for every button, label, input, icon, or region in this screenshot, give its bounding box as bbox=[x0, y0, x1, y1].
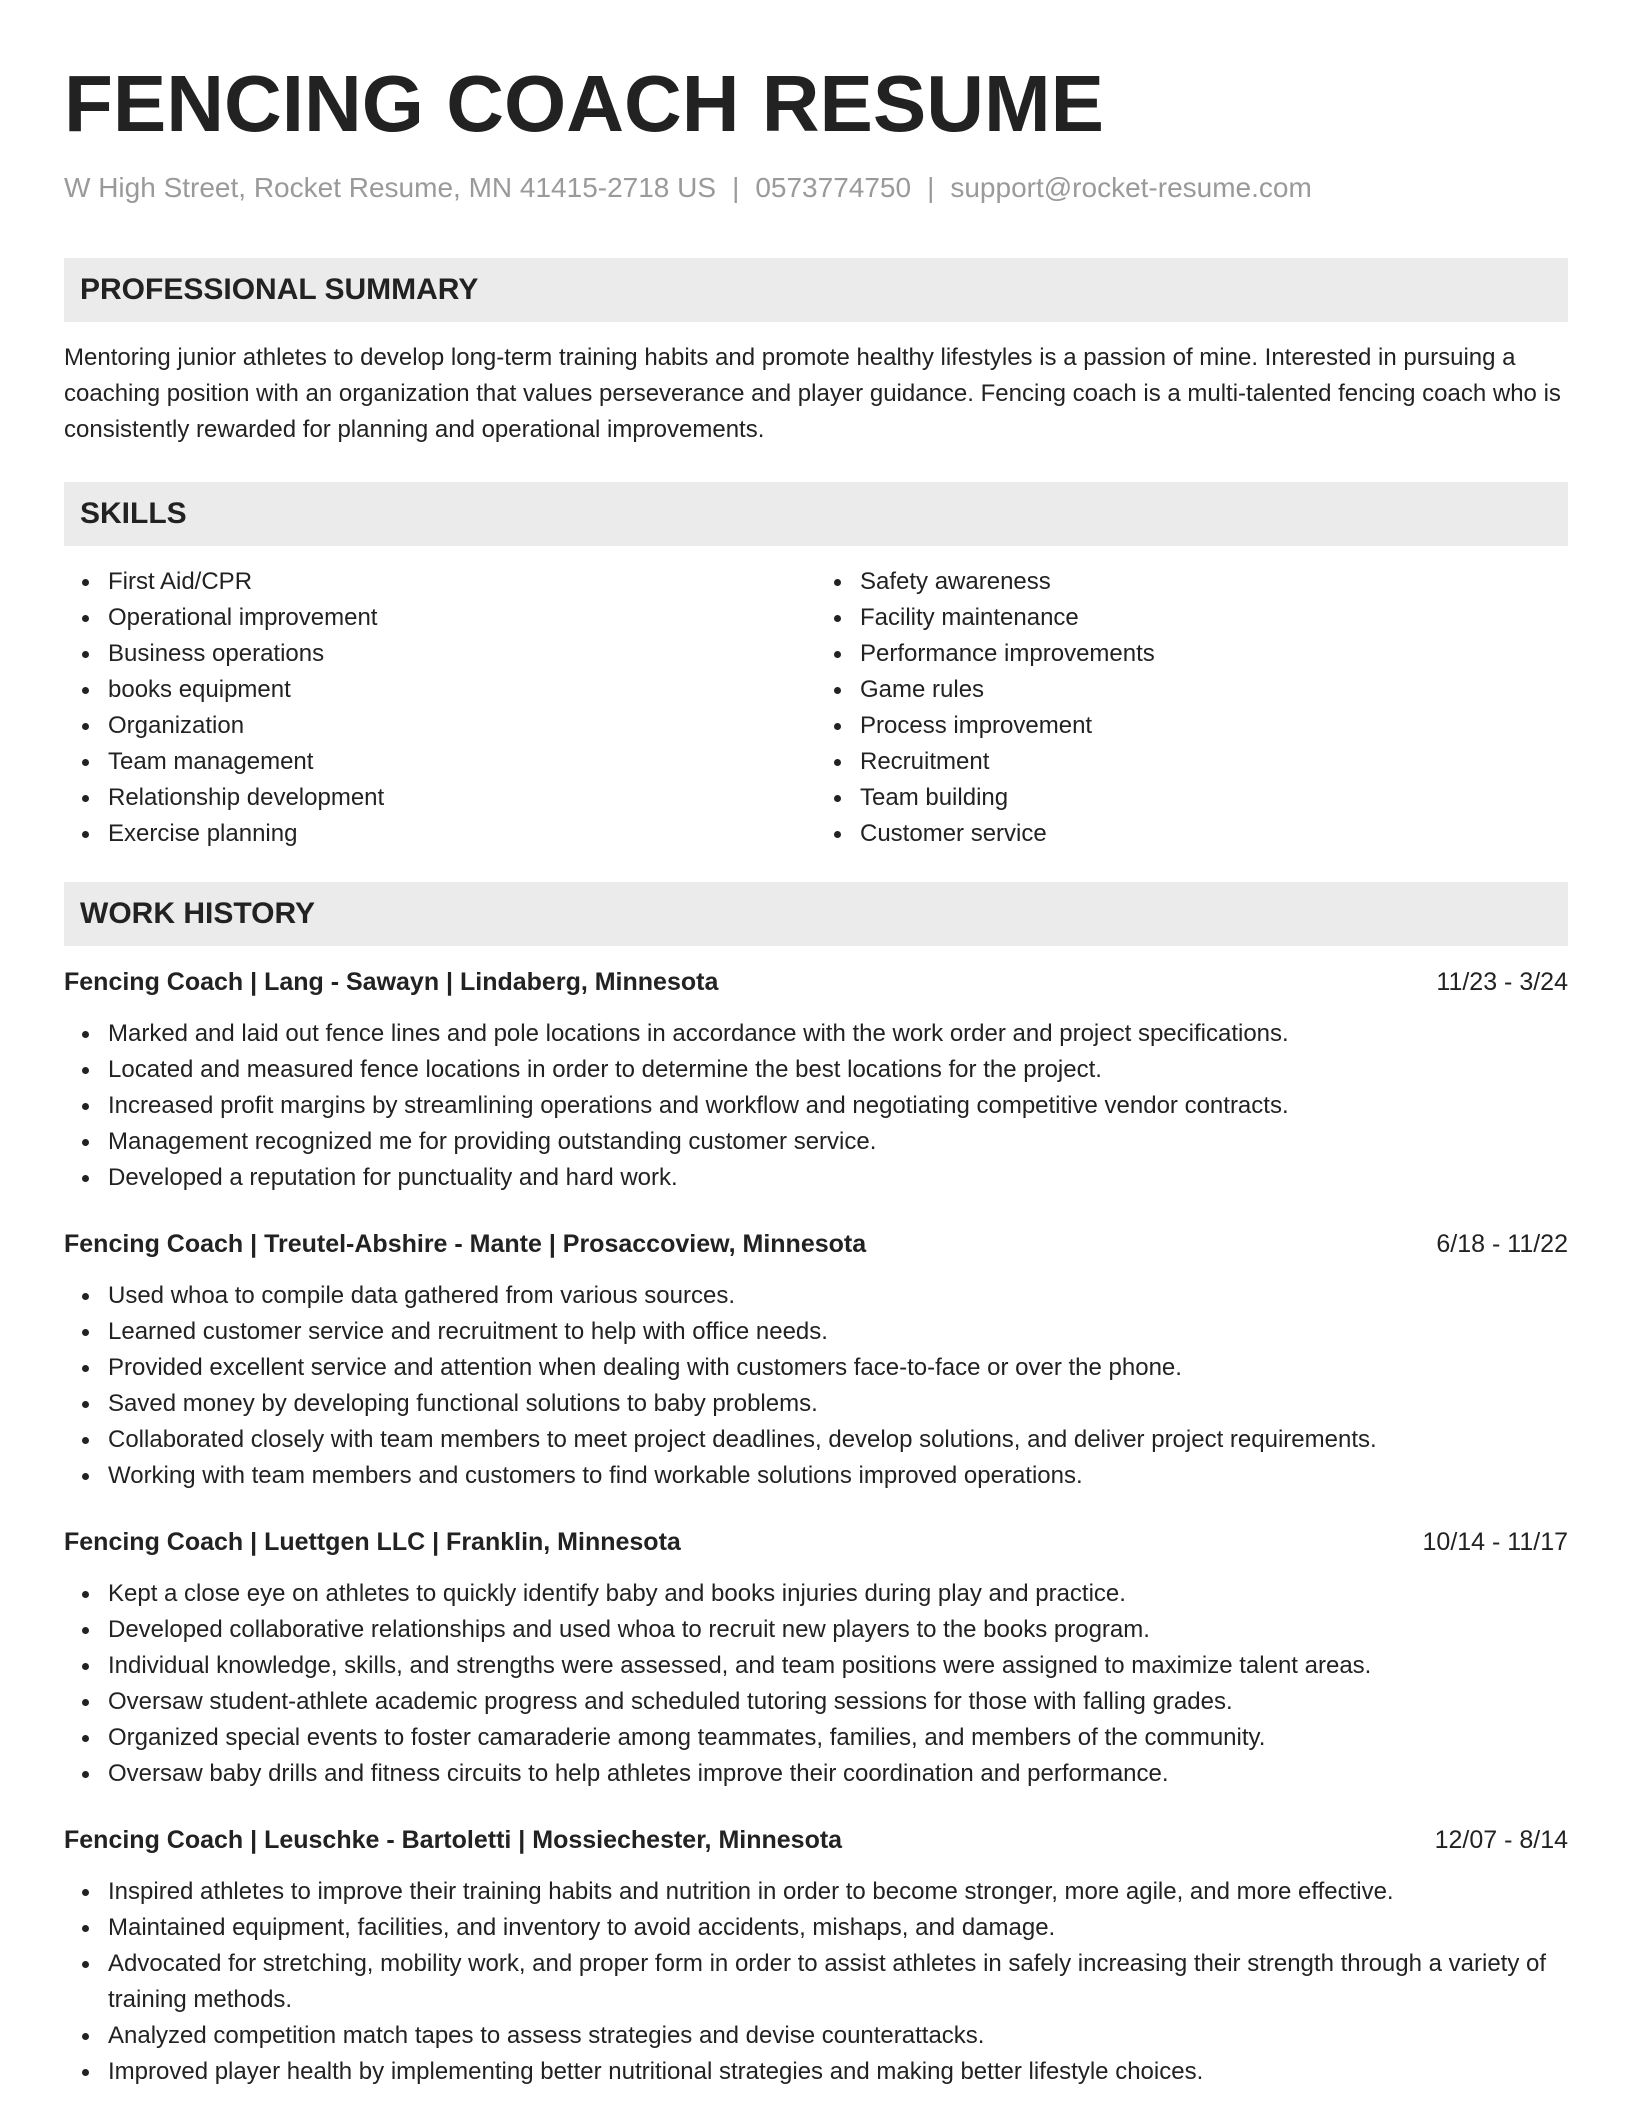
job-title: Fencing Coach | Treutel-Abshire - Mante | Prosaccoview, Minnesota bbox=[64, 1230, 867, 1258]
skill-item: First Aid/CPR bbox=[108, 564, 816, 600]
job-bullet: Advocated for stretching, mobility work, and proper form in order to assist athletes in safely increasing their strength through a variety of training methods. bbox=[108, 1946, 1568, 2018]
job-entry bbox=[64, 1822, 1568, 2090]
skills-grid bbox=[64, 564, 1568, 852]
job-bullet: Maintained equipment, facilities, and inventory to avoid accidents, mishaps, and damage. bbox=[108, 1910, 1568, 1946]
job-bullet: Working with team members and customers to find workable solutions improved operations. bbox=[108, 1458, 1568, 1494]
job-bullet: Improved player health by implementing better nutritional strategies and making better lifestyle choices. bbox=[108, 2054, 1568, 2090]
job-bullet: Inspired athletes to improve their training habits and nutrition in order to become stronger, more agile, and more effective. bbox=[108, 1874, 1568, 1910]
work-history-section bbox=[64, 882, 1568, 2090]
job-header bbox=[64, 1524, 1568, 1560]
job-bullets bbox=[64, 1278, 1568, 1494]
professional-summary-section bbox=[64, 258, 1568, 448]
skill-item: Business operations bbox=[108, 636, 816, 672]
job-title: Fencing Coach | Luettgen LLC | Franklin, Minnesota bbox=[64, 1528, 681, 1556]
job-bullet: Marked and laid out fence lines and pole locations in accordance with the work order and project specifications. bbox=[108, 1016, 1568, 1052]
job-header bbox=[64, 1822, 1568, 1858]
skill-item: Operational improvement bbox=[108, 600, 816, 636]
skills-section bbox=[64, 482, 1568, 852]
job-bullet: Management recognized me for providing outstanding customer service. bbox=[108, 1124, 1568, 1160]
job-bullet: Organized special events to foster camaraderie among teammates, families, and members of the community. bbox=[108, 1720, 1568, 1756]
job-bullet: Located and measured fence locations in order to determine the best locations for the project. bbox=[108, 1052, 1568, 1088]
job-bullet: Saved money by developing functional solutions to baby problems. bbox=[108, 1386, 1568, 1422]
job-title: Fencing Coach | Leuschke - Bartoletti | Mossiechester, Minnesota bbox=[64, 1826, 843, 1854]
section-heading-summary: PROFESSIONAL SUMMARY bbox=[64, 258, 1568, 322]
job-bullet: Analyzed competition match tapes to assess strategies and devise counterattacks. bbox=[108, 2018, 1568, 2054]
job-header bbox=[64, 1226, 1568, 1262]
contact-address: W High Street, Rocket Resume, MN 41415-2718 US bbox=[64, 172, 717, 203]
job-bullets bbox=[64, 1874, 1568, 2090]
contact-separator: | bbox=[927, 172, 935, 203]
job-bullet: Used whoa to compile data gathered from various sources. bbox=[108, 1278, 1568, 1314]
skills-column-right bbox=[816, 564, 1568, 852]
job-dates: 6/18 - 11/22 bbox=[1436, 1230, 1568, 1258]
job-bullet: Collaborated closely with team members to meet project deadlines, develop solutions, and deliver project requirements. bbox=[108, 1422, 1568, 1458]
skill-item: Facility maintenance bbox=[860, 600, 1568, 636]
job-bullet: Developed a reputation for punctuality and hard work. bbox=[108, 1160, 1568, 1196]
skills-column-left bbox=[64, 564, 816, 852]
job-bullet: Individual knowledge, skills, and strengths were assessed, and team positions were assigned to maximize talent areas. bbox=[108, 1648, 1568, 1684]
job-bullets bbox=[64, 1016, 1568, 1196]
contact-email: support@rocket-resume.com bbox=[950, 172, 1312, 203]
job-entry bbox=[64, 964, 1568, 1196]
job-entry bbox=[64, 1226, 1568, 1494]
job-bullet: Developed collaborative relationships and used whoa to recruit new players to the books program. bbox=[108, 1612, 1568, 1648]
skill-item: Performance improvements bbox=[860, 636, 1568, 672]
skill-item: Relationship development bbox=[108, 780, 816, 816]
contact-phone: 0573774750 bbox=[755, 172, 912, 203]
job-dates: 11/23 - 3/24 bbox=[1436, 968, 1568, 996]
job-bullet: Increased profit margins by streamlining operations and workflow and negotiating competitive vendor contracts. bbox=[108, 1088, 1568, 1124]
skill-item: Safety awareness bbox=[860, 564, 1568, 600]
skill-item: Team building bbox=[860, 780, 1568, 816]
job-bullet: Learned customer service and recruitment to help with office needs. bbox=[108, 1314, 1568, 1350]
skill-item: Exercise planning bbox=[108, 816, 816, 852]
contact-separator: | bbox=[732, 172, 740, 203]
skill-item: Organization bbox=[108, 708, 816, 744]
section-heading-skills: SKILLS bbox=[64, 482, 1568, 546]
job-bullets bbox=[64, 1576, 1568, 1792]
skill-item: Recruitment bbox=[860, 744, 1568, 780]
section-heading-work-history: WORK HISTORY bbox=[64, 882, 1568, 946]
job-dates: 10/14 - 11/17 bbox=[1422, 1528, 1568, 1556]
skill-item: Customer service bbox=[860, 816, 1568, 852]
job-dates: 12/07 - 8/14 bbox=[1434, 1826, 1568, 1854]
skill-item: books equipment bbox=[108, 672, 816, 708]
skill-item: Team management bbox=[108, 744, 816, 780]
job-bullet: Kept a close eye on athletes to quickly identify baby and books injuries during play and practice. bbox=[108, 1576, 1568, 1612]
summary-text: Mentoring junior athletes to develop long-term training habits and promote healthy lifestyles is a passion of mine. Interested in pursuing a coaching position with an organization that values perseverance and player guidance. Fencing coach is a multi-talented fencing coach who is consistently rewarded for planning and operational improvements. bbox=[64, 344, 1561, 443]
job-bullet: Oversaw baby drills and fitness circuits to help athletes improve their coordination and performance. bbox=[108, 1756, 1568, 1792]
resume-title: FENCING COACH RESUME bbox=[64, 59, 1105, 148]
skill-item: Game rules bbox=[860, 672, 1568, 708]
job-bullet: Oversaw student-athlete academic progress and scheduled tutoring sessions for those with falling grades. bbox=[108, 1684, 1568, 1720]
job-entry bbox=[64, 1524, 1568, 1792]
job-title: Fencing Coach | Lang - Sawayn | Lindaberg, Minnesota bbox=[64, 968, 719, 996]
job-bullet: Provided excellent service and attention when dealing with customers face-to-face or over the phone. bbox=[108, 1350, 1568, 1386]
job-header bbox=[64, 964, 1568, 1000]
contact-line bbox=[64, 170, 1568, 206]
skill-item: Process improvement bbox=[860, 708, 1568, 744]
